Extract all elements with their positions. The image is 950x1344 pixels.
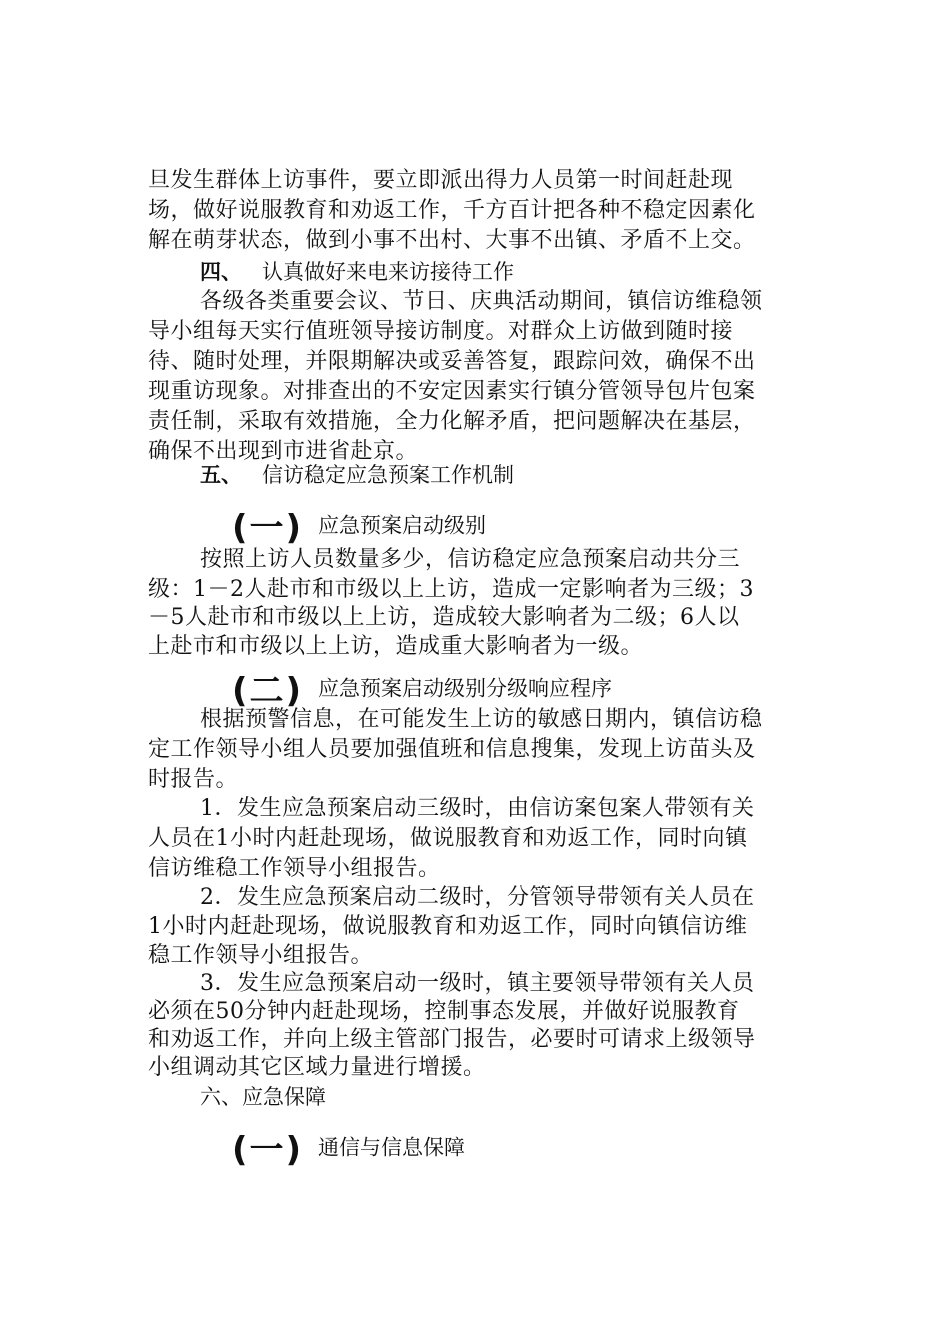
paragraph-line: 级：1－2人赴市和市级以上上访，造成一定影响者为三级；3	[148, 577, 754, 602]
paragraph-line: 稳工作领导小组报告。	[148, 943, 374, 968]
subheading-text: 应急预案启动级别	[318, 513, 486, 538]
paragraph-line: 小组调动其它区域力量进行增援。	[148, 1055, 486, 1080]
heading-number: 四、	[200, 260, 242, 284]
paragraph-line: 旦发生群体上访事件，要立即派出得力人员第一时间赶赴现	[148, 168, 734, 193]
heading-text: 六、应急保障	[200, 1085, 326, 1109]
section-heading-5	[200, 461, 514, 489]
paragraph-line: 根据预警信息，在可能发生上访的敏感日期内，镇信访稳	[200, 707, 763, 732]
paragraph-line: 待、随时处理，并限期解决或妥善答复，跟踪问效，确保不出	[148, 349, 756, 374]
subheading-number: (一)	[232, 508, 304, 548]
paragraph-line: 1．发生应急预案启动三级时，由信访案包案人带领有关	[200, 796, 755, 821]
paragraph-line: 确保不出现到市进省赴京。	[148, 439, 419, 464]
paragraph-line: 必须在50分钟内赶赴现场，控制事态发展，并做好说服教育	[148, 999, 740, 1024]
subheading-number: (一)	[232, 1130, 304, 1170]
section-heading-4	[200, 258, 514, 286]
paragraph-line: 各级各类重要会议、节日、庆典活动期间，镇信访维稳领	[200, 289, 763, 314]
paragraph-line: 和劝返工作，并向上级主管部门报告，必要时可请求上级领导	[148, 1027, 756, 1052]
heading-text: 信访稳定应急预案工作机制	[262, 463, 514, 487]
paragraph-line: 场，做好说服教育和劝返工作，千方百计把各种不稳定因素化	[148, 198, 756, 223]
paragraph-line: 导小组每天实行值班领导接访制度。对群众上访做到随时接	[148, 319, 734, 344]
paragraph-line: －5人赴市和市级以上上访，造成较大影响者为二级；6人以	[148, 605, 740, 630]
subsection-heading-1	[232, 500, 486, 549]
paragraph-line: 2．发生应急预案启动二级时，分管领导带领有关人员在	[200, 885, 755, 910]
heading-text: 认真做好来电来访接待工作	[262, 260, 514, 284]
subsection-heading-3	[232, 1122, 465, 1171]
paragraph-line: 解在萌芽状态，做到小事不出村、大事不出镇、矛盾不上交。	[148, 228, 756, 253]
subheading-text: 应急预案启动级别分级响应程序	[318, 676, 612, 701]
subheading-number: (二)	[232, 671, 304, 711]
subheading-text: 通信与信息保障	[318, 1135, 465, 1160]
section-heading-6	[200, 1083, 326, 1111]
heading-number: 五、	[200, 463, 242, 487]
paragraph-line: 1小时内赶赴现场，做说服教育和劝返工作，同时向镇信访维	[148, 914, 748, 939]
paragraph-line: 现重访现象。对排查出的不安定因素实行镇分管领导包片包案	[148, 379, 756, 404]
paragraph-line: 3．发生应急预案启动一级时，镇主要领导带领有关人员	[200, 971, 755, 996]
paragraph-line: 定工作领导小组人员要加强值班和信息搜集，发现上访苗头及	[148, 737, 756, 762]
paragraph-line: 信访维稳工作领导小组报告。	[148, 856, 441, 881]
paragraph-line: 时报告。	[148, 767, 239, 792]
subsection-heading-2	[232, 663, 612, 712]
paragraph-line: 上赴市和市级以上上访，造成重大影响者为一级。	[148, 634, 644, 659]
paragraph-line: 责任制，采取有效措施，全力化解矛盾，把问题解决在基层，	[148, 409, 756, 434]
paragraph-line: 人员在1小时内赶赴现场，做说服教育和劝返工作，同时向镇	[148, 826, 748, 851]
paragraph-line: 按照上访人员数量多少，信访稳定应急预案启动共分三	[200, 547, 741, 572]
